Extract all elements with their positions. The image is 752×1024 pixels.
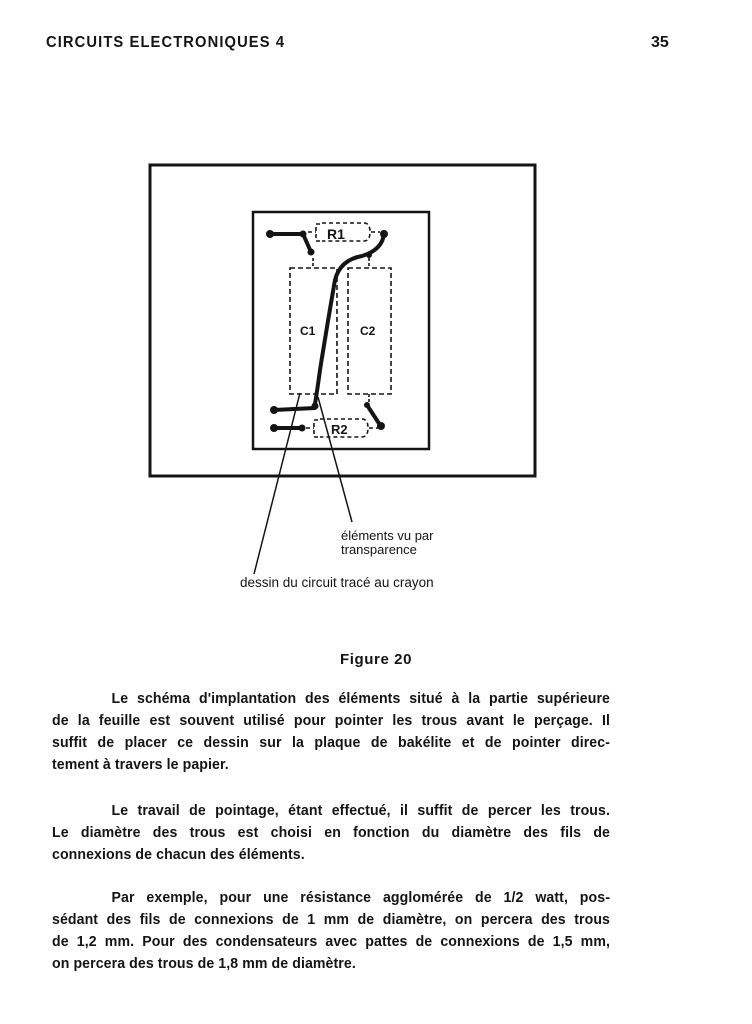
- pad: [270, 424, 278, 432]
- paragraph-line: de la feuille est souvent utilisé pour pointer les trous avant le perçage. Il: [52, 712, 610, 729]
- paragraph-line: connexions de chacun des éléments.: [52, 846, 305, 863]
- label-c1: C1: [300, 324, 316, 338]
- paragraph-line: sédant des fils de connexions de 1 mm de diamètre, on percera des trous: [52, 911, 610, 928]
- paragraph-2: [52, 800, 610, 866]
- paragraph-line: on percera des trous de 1,8 mm de diamètre.: [52, 955, 356, 972]
- paragraph-line: suffit de placer ce dessin sur la plaque de bakélite et de pointer direc-: [52, 734, 610, 751]
- track-bottom-1: [274, 408, 315, 410]
- paragraph-3: [52, 887, 610, 975]
- pad: [312, 403, 319, 410]
- running-header-title: CIRCUITS ELECTRONIQUES 4: [46, 34, 286, 51]
- label-r2: R2: [331, 422, 348, 437]
- paragraph-line: Le diamètre des trous est choisi en fonction du diamètre des fils de: [52, 824, 610, 841]
- pad: [299, 425, 306, 432]
- annotation-transparency-line2: transparence: [341, 542, 417, 557]
- label-c2: C2: [360, 324, 376, 338]
- pad: [300, 231, 307, 238]
- track-main: [315, 234, 384, 404]
- annotation-transparency-line1: éléments vu par: [341, 528, 434, 543]
- pad: [366, 252, 372, 258]
- pad: [364, 402, 370, 408]
- pad: [308, 249, 315, 256]
- paragraph-line: Le schéma d'implantation des éléments situé à la partie supérieure: [111, 690, 610, 707]
- circuit-board-outline: [253, 212, 429, 449]
- paragraph-1: [52, 688, 610, 776]
- paragraph-line: tement à travers le papier.: [52, 756, 229, 773]
- track-bottom-right: [367, 405, 380, 425]
- annotation-pencil-drawing: dessin du circuit tracé au crayon: [240, 575, 434, 590]
- leader-line-transparency: [318, 397, 352, 522]
- pad: [266, 230, 274, 238]
- page-number: 35: [651, 34, 669, 51]
- figure-caption: Figure 20: [339, 651, 413, 668]
- pad: [380, 230, 388, 238]
- paragraph-line: Le travail de pointage, étant effectué, il suffit de percer les trous.: [111, 802, 610, 819]
- label-r1: R1: [327, 226, 345, 242]
- paragraph-line: de 1,2 mm. Pour des condensateurs avec pattes de connexions de 1,5 mm,: [52, 933, 610, 950]
- pad: [377, 422, 385, 430]
- pad: [270, 406, 278, 414]
- paragraph-line: Par exemple, pour une résistance agglomérée de 1/2 watt, pos-: [111, 889, 610, 906]
- leader-line-pencil: [254, 393, 300, 574]
